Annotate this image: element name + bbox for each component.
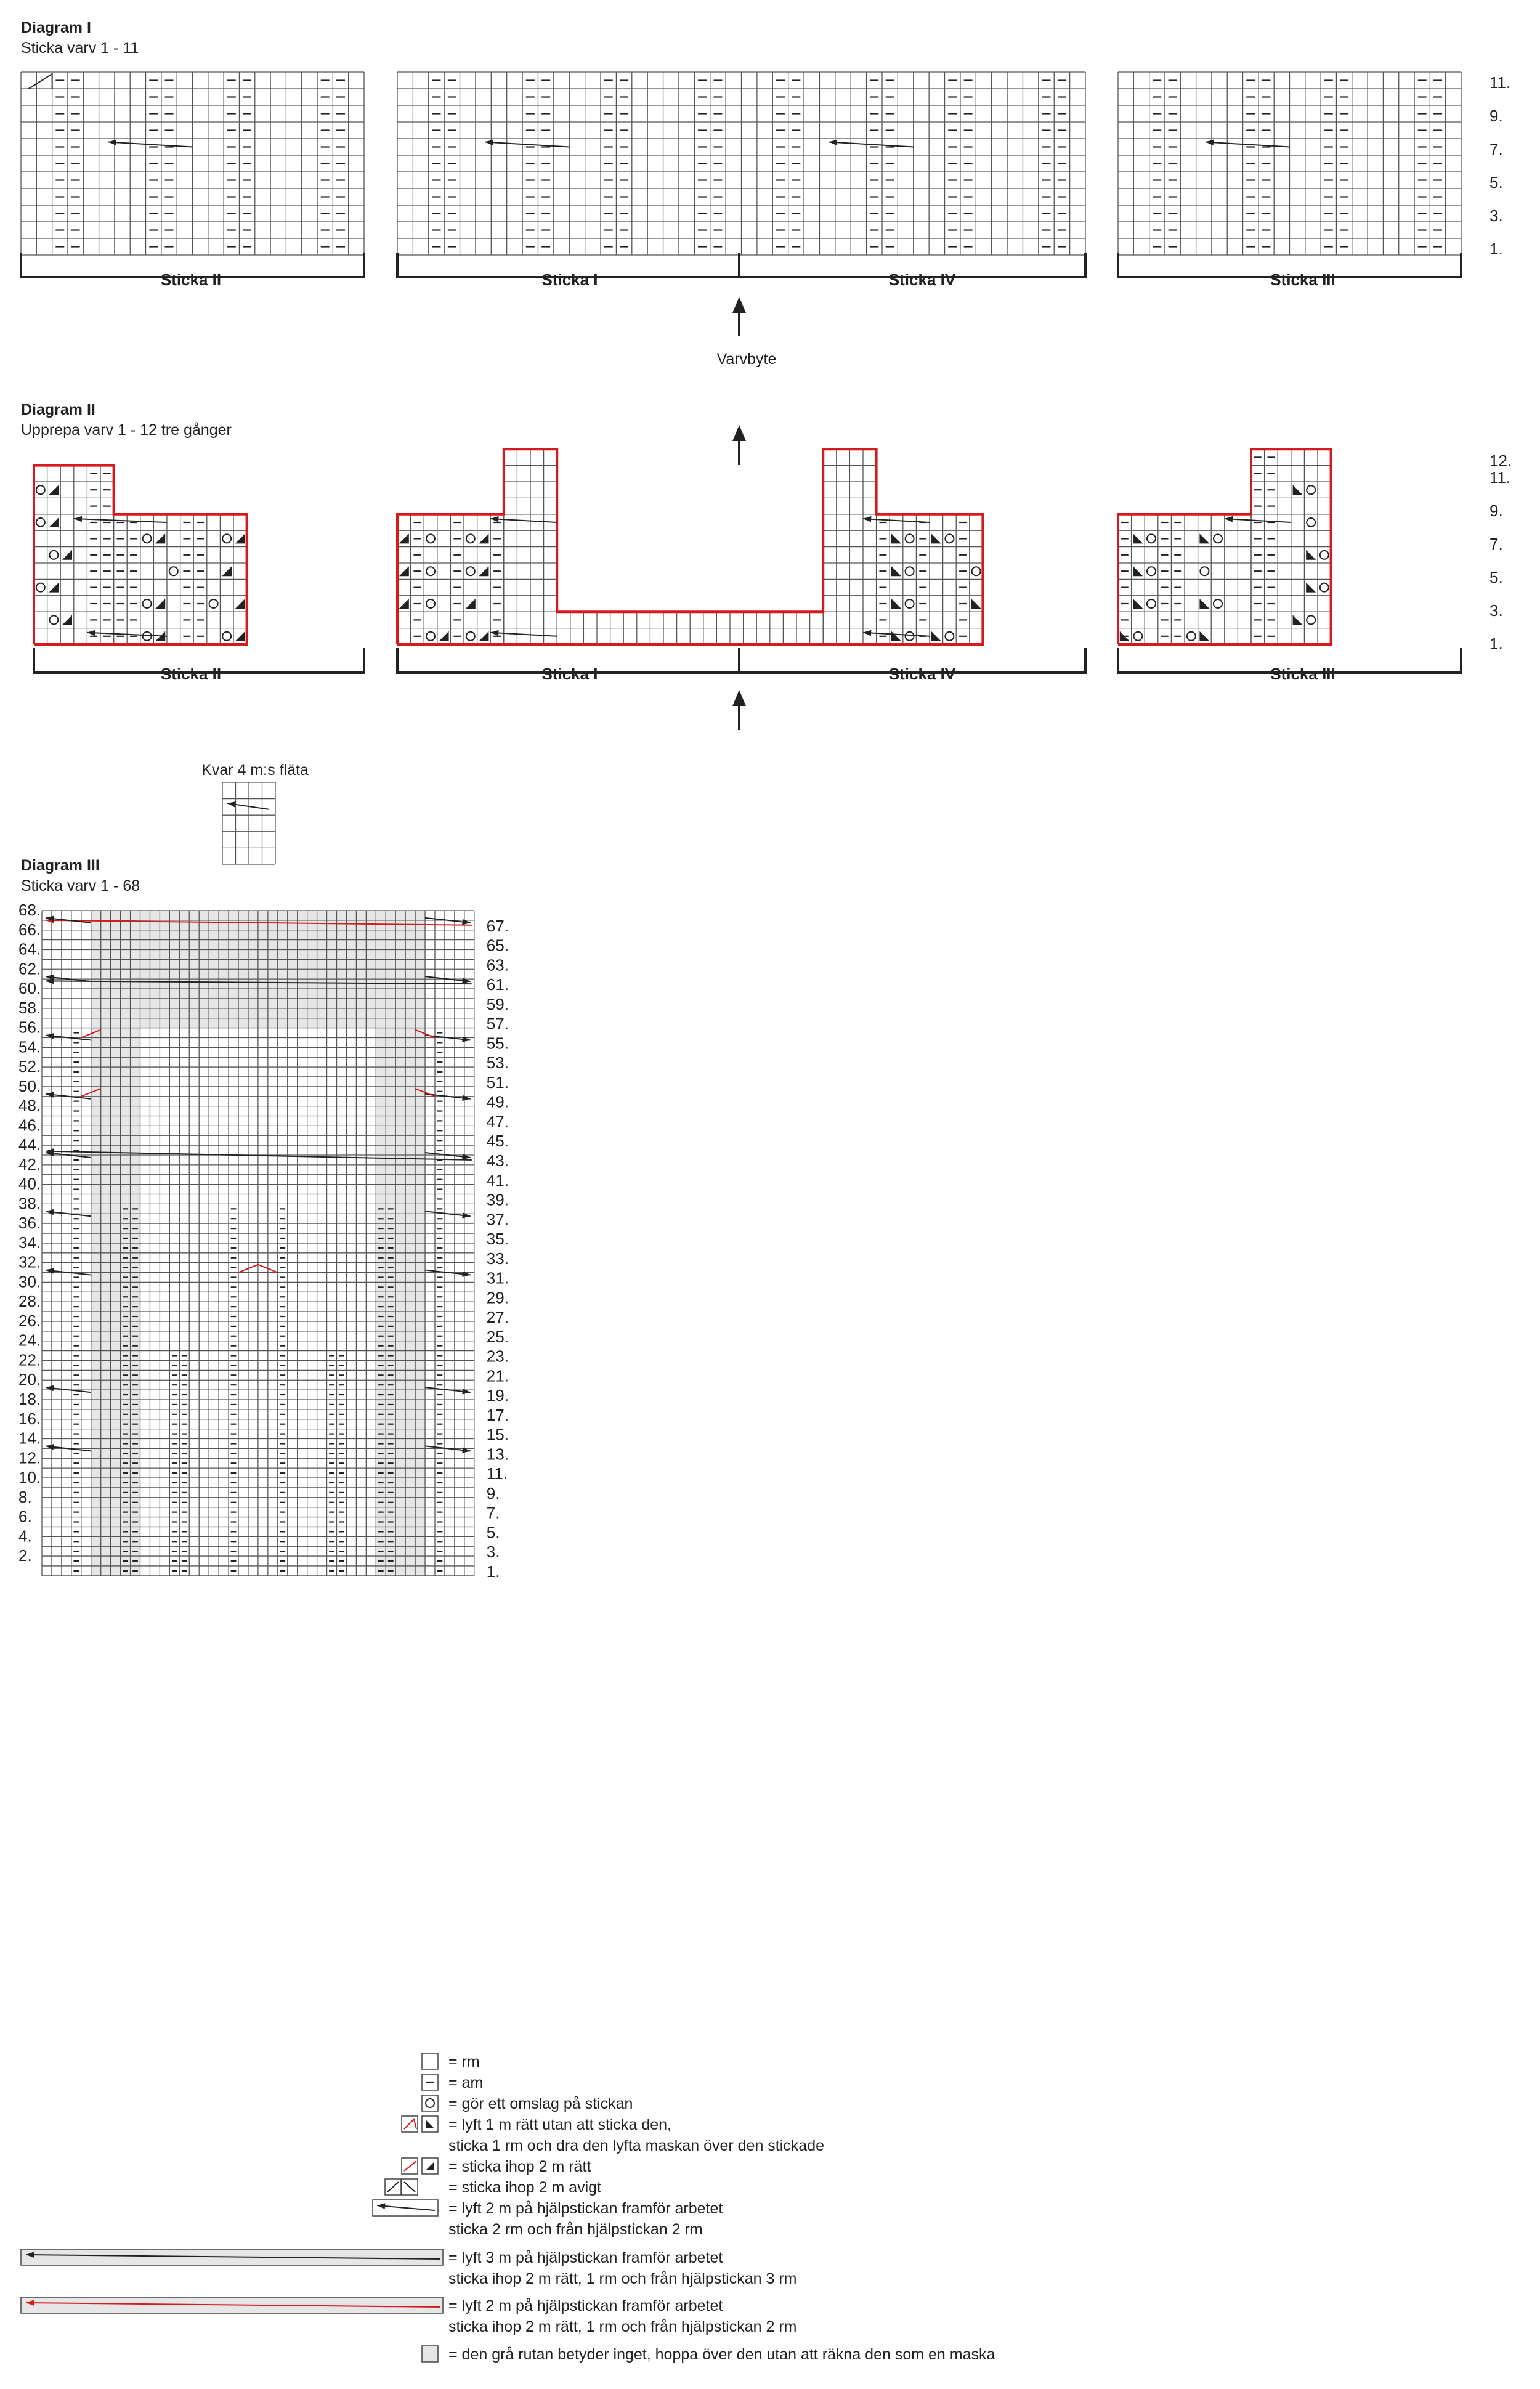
k2tog-mark xyxy=(235,533,245,543)
arrow-head xyxy=(87,630,95,636)
yarn-over-mark xyxy=(906,599,914,608)
arrow-head xyxy=(462,1389,471,1395)
yarn-over-mark xyxy=(1214,599,1222,608)
legend-text: = am xyxy=(448,2074,484,2091)
diagram2-subtitle: Upprepa varv 1 - 12 tre gånger xyxy=(21,421,232,439)
diagram3-left-row-label: 58. xyxy=(18,998,41,1017)
arrow-head xyxy=(829,139,837,145)
grid-lines xyxy=(1118,514,1251,644)
arrow-head xyxy=(462,1271,471,1277)
diagram3-left-row-label: 64. xyxy=(18,939,41,959)
diagram3-right-row-label: 5. xyxy=(486,1523,500,1542)
yarn-over-mark xyxy=(1133,632,1142,641)
arrow-head xyxy=(490,516,498,522)
diagram3-left-row-label: 48. xyxy=(18,1096,41,1115)
arrow-head xyxy=(485,139,493,145)
diagram3-left-row-label: 36. xyxy=(18,1214,41,1233)
skpo-mark xyxy=(891,566,901,576)
diagram1-section-sticka-iv: Sticka IV xyxy=(888,270,956,289)
diagram3-right-row-label: 23. xyxy=(486,1347,509,1366)
diagram2-section-sticka-iv: Sticka IV xyxy=(888,665,956,683)
diagram2-block xyxy=(877,514,983,644)
diagram3-right-row-label: 21. xyxy=(486,1366,509,1385)
yarn-over-mark xyxy=(906,632,914,641)
diagram3-left-row-label: 20. xyxy=(18,1370,41,1389)
diagram3-right-row-label: 35. xyxy=(486,1230,509,1249)
yarn-over-mark xyxy=(426,599,435,608)
diagram3-left-row-label: 22. xyxy=(18,1350,41,1369)
k2tog-mark xyxy=(399,533,409,543)
arrow-head xyxy=(46,1033,54,1039)
k2tog-mark xyxy=(399,599,409,609)
diagram3-left-row-label: 14. xyxy=(18,1429,41,1448)
diagram3-left-row-label: 34. xyxy=(18,1233,41,1252)
grid-lines xyxy=(823,449,876,644)
diagram1-cable-arrow xyxy=(829,142,914,147)
diagram2-row-label: 11. xyxy=(1489,468,1511,487)
section-bracket xyxy=(397,648,1085,673)
diagram3-subtitle: Sticka varv 1 - 68 xyxy=(21,877,140,894)
arrow-head xyxy=(462,1447,471,1453)
diagram3-right-row-label: 63. xyxy=(486,955,509,975)
diagram2-cable-arrow xyxy=(863,633,930,636)
diagram3-right-row-label: 19. xyxy=(486,1386,509,1405)
skpo-mark xyxy=(891,631,901,641)
k2tog-mark xyxy=(479,533,488,543)
diagram3-left-row-label: 4. xyxy=(18,1527,32,1546)
diagram2-title: Diagram II xyxy=(21,401,95,418)
diagram3-right-row-label: 1. xyxy=(486,1562,500,1581)
diagram2-block xyxy=(823,449,876,644)
skpo-mark xyxy=(1306,583,1316,593)
yarn-over-mark xyxy=(906,534,914,543)
diagram3-left-row-label: 54. xyxy=(18,1037,41,1057)
k2tog-mark xyxy=(235,599,245,609)
diagram3-right-row-label: 29. xyxy=(486,1288,509,1307)
diagram1-row-label: 3. xyxy=(1489,206,1503,225)
grid-lines xyxy=(397,514,504,644)
arrow-head xyxy=(46,1268,54,1274)
grid-lines xyxy=(1251,449,1331,644)
yarn-over-mark xyxy=(222,632,231,641)
diagram3-left-row-label: 10. xyxy=(18,1468,41,1487)
yarn-over-mark xyxy=(1307,615,1315,624)
diagram1-title: Diagram I xyxy=(21,19,91,36)
k2tog-mark xyxy=(155,599,165,609)
diagram1-row-label: 9. xyxy=(1489,107,1503,125)
arrow-head xyxy=(46,1444,54,1450)
skpo-mark xyxy=(1133,533,1143,543)
diagram3-right-row-label: 45. xyxy=(486,1132,509,1151)
yarn-over-mark xyxy=(169,567,178,575)
yarn-over-mark xyxy=(466,534,475,543)
diagram1-subtitle: Sticka varv 1 - 11 xyxy=(21,39,139,57)
grid-lines xyxy=(222,782,275,864)
diagram3-left-row-label: 8. xyxy=(18,1487,32,1506)
grid-lines xyxy=(877,514,983,644)
legend-text: = gör ett omslag på stickan xyxy=(448,2095,633,2112)
diagram2-block xyxy=(1251,449,1331,644)
diagram3-right-row-label: 57. xyxy=(486,1014,509,1033)
grid-lines xyxy=(397,72,1085,255)
skpo-mark xyxy=(1306,550,1316,560)
diagram2-chart xyxy=(34,425,1461,730)
diagram2-cable-arrow xyxy=(863,519,930,522)
diagram3-right-row-label: 59. xyxy=(486,994,509,1013)
yarn-over-mark xyxy=(1307,518,1315,527)
diagram3-left-row-label: 30. xyxy=(18,1272,41,1291)
diagram2-row-label: 1. xyxy=(1489,635,1503,653)
diagram3-right-row-label: 53. xyxy=(486,1053,509,1073)
yarn-over-mark xyxy=(426,534,435,543)
legend-text: sticka 1 rm och dra den lyfta maskan över den stickade xyxy=(448,2137,825,2154)
arrow-head xyxy=(732,297,746,313)
yarn-over-mark xyxy=(1147,534,1156,543)
arrow-head xyxy=(462,919,471,925)
diagram3-left-row-label: 18. xyxy=(18,1390,41,1408)
yarn-over-mark xyxy=(426,567,435,575)
k2tog-mark xyxy=(439,631,449,641)
diagram3-right-row-label: 49. xyxy=(486,1092,509,1111)
yarn-over-mark xyxy=(222,534,231,543)
diagram1-cable-arrow xyxy=(108,142,193,147)
skpo-mark xyxy=(1199,533,1209,543)
diagram3-right-row-label: 39. xyxy=(486,1190,509,1209)
diagram1-grid-block xyxy=(397,72,1085,255)
k2tog-mark xyxy=(49,583,59,593)
diagram3-left-row-label: 24. xyxy=(18,1331,41,1350)
arrow-head xyxy=(732,690,746,706)
diagram3-left-row-label: 40. xyxy=(18,1174,41,1193)
diagram3-right-row-label: 43. xyxy=(486,1151,509,1170)
diagram2-row-label: 3. xyxy=(1489,601,1503,620)
diagram3-right-row-label: 13. xyxy=(486,1445,509,1464)
diagram2-block xyxy=(397,514,504,644)
yarn-over-mark xyxy=(36,485,45,494)
diagram3-left-row-label: 38. xyxy=(18,1194,41,1213)
arrow-head xyxy=(46,1385,54,1392)
yarn-over-mark xyxy=(1147,599,1156,608)
yarn-over-mark xyxy=(466,567,475,575)
diagram2-section-sticka-i: Sticka I xyxy=(541,665,598,683)
diagram1-row-label: 5. xyxy=(1489,173,1503,192)
diagram3-left-row-label: 46. xyxy=(18,1116,41,1135)
skpo-mark xyxy=(931,631,941,641)
arrow-head xyxy=(74,516,82,522)
k2tog-mark xyxy=(49,517,59,527)
diagram3-right-row-label: 37. xyxy=(486,1210,509,1229)
diagram1-cable-arrow xyxy=(1206,142,1290,147)
skpo-mark xyxy=(931,533,941,543)
section-bracket xyxy=(397,253,1085,277)
k2tog-mark xyxy=(466,599,476,609)
yarn-over-mark xyxy=(945,534,954,543)
arrow-head xyxy=(732,425,746,441)
diagram2-row-label: 7. xyxy=(1489,535,1503,553)
legend-gray-cell-symbol xyxy=(422,2346,438,2362)
arrow-head xyxy=(863,516,871,522)
skpo-mark xyxy=(891,599,901,609)
diagram3-left-row-label: 6. xyxy=(18,1507,32,1526)
diagram3-right-row-label: 33. xyxy=(486,1249,509,1268)
diagram3-left-row-label: 2. xyxy=(18,1546,32,1565)
yarn-over-mark xyxy=(1320,551,1329,559)
yarn-over-mark xyxy=(1147,567,1156,575)
k2tog-mark xyxy=(222,566,232,576)
diagram3-right-row-label: 15. xyxy=(486,1425,509,1444)
diagram1-row-label: 7. xyxy=(1489,140,1503,158)
diagram2-block xyxy=(504,449,557,644)
legend-text: sticka ihop 2 m rätt, 1 rm och från hjälpstickan 3 rm xyxy=(448,2270,797,2287)
yarn-over-mark xyxy=(1214,534,1222,543)
diagram3-left-row-label: 32. xyxy=(18,1252,41,1272)
grid-lines xyxy=(504,449,557,644)
k2tog-mark xyxy=(62,550,72,560)
diagram3-left-row-label: 16. xyxy=(18,1409,41,1428)
diagram3-left-row-label: 68. xyxy=(18,901,41,919)
diagram3-chart xyxy=(42,911,474,1576)
yarn-over-mark xyxy=(49,551,58,559)
arrow-head xyxy=(227,801,236,807)
arrow-head xyxy=(462,978,471,984)
legend-text: = lyft 3 m på hjälpstickan framför arbetet xyxy=(448,2249,723,2266)
k2tog-mark xyxy=(49,485,59,495)
diagram3-left-row-label: 52. xyxy=(18,1057,41,1076)
yarn-over-mark xyxy=(143,534,152,543)
k2tog-mark xyxy=(399,566,409,576)
diagram2-row-label: 12. xyxy=(1489,452,1512,470)
diagram2-block xyxy=(34,466,114,644)
arrow-head xyxy=(46,1209,54,1215)
diagram1-section-sticka-i: Sticka I xyxy=(541,270,598,289)
yarn-over-mark xyxy=(1307,485,1315,494)
diagram1-section-sticka-ii: Sticka II xyxy=(160,270,222,289)
arrow-head xyxy=(108,139,116,145)
decrease-mark xyxy=(29,74,52,89)
arrow-head xyxy=(462,1154,471,1160)
diagram3-right-row-label: 47. xyxy=(486,1112,509,1131)
skpo-mark xyxy=(1293,485,1303,495)
diagram1-chart xyxy=(21,72,1461,336)
yarn-over-mark xyxy=(945,632,954,641)
diagram2-row-label: 5. xyxy=(1489,568,1503,586)
legend xyxy=(21,2053,995,2363)
arrow-head xyxy=(490,630,498,636)
diagram2-section-sticka-iii: Sticka III xyxy=(1270,665,1335,683)
cable-box-grid xyxy=(222,782,275,864)
diagram2-row-label: 9. xyxy=(1489,501,1503,520)
yarn-over-mark xyxy=(1200,567,1209,575)
legend-text: sticka ihop 2 m rätt, 1 rm och från hjälpstickan 2 rm xyxy=(448,2318,797,2335)
diagram2-block xyxy=(114,514,247,644)
legend-text: = rm xyxy=(448,2053,480,2071)
diagram3-right-row-label: 27. xyxy=(486,1308,509,1327)
diagram1-row-label: 1. xyxy=(1489,240,1503,258)
k2tog-mark xyxy=(479,631,488,641)
yarn-over-mark xyxy=(466,632,475,641)
skpo-mark xyxy=(971,599,981,609)
yarn-over-mark xyxy=(143,599,152,608)
yarn-over-mark xyxy=(209,599,218,608)
diagram1-grid-block xyxy=(1118,72,1461,255)
arrow-head xyxy=(462,1095,471,1101)
diagram3-right-row-label: 11. xyxy=(486,1464,508,1483)
diagram3-left-row-label: 62. xyxy=(18,959,41,978)
legend-text: = sticka ihop 2 m rätt xyxy=(448,2158,591,2175)
skpo-mark xyxy=(1199,631,1209,641)
grid-lines xyxy=(34,466,114,644)
diagram3-right-row-label: 65. xyxy=(486,936,509,955)
arrow-head xyxy=(1225,516,1233,522)
diagram3-right-row-label: 25. xyxy=(486,1327,509,1346)
legend-text: = lyft 1 m rätt utan att sticka den, xyxy=(448,2116,671,2133)
yarn-over-mark xyxy=(36,518,45,527)
arrow-head xyxy=(46,1092,54,1098)
legend-yarn-over-symbol xyxy=(422,2095,438,2111)
k2tog-mark xyxy=(62,615,72,625)
diagram3-right-row-label: 3. xyxy=(486,1543,500,1562)
legend-text: = sticka ihop 2 m avigt xyxy=(448,2179,602,2196)
yarn-over-mark xyxy=(426,632,435,641)
yarn-over-mark xyxy=(906,567,914,575)
arrow-head xyxy=(462,1036,471,1042)
diagram1-grid-block xyxy=(21,72,364,255)
k2tog-mark xyxy=(235,631,245,641)
diagram1-row-label: 11. xyxy=(1489,73,1511,92)
legend-knit-symbol xyxy=(422,2053,438,2069)
cable-box-label: Kvar 4 m:s fläta xyxy=(201,761,309,779)
diagram3-left-row-label: 66. xyxy=(18,920,41,939)
diagram3-right-row-label: 55. xyxy=(486,1034,509,1053)
legend-text: = lyft 2 m på hjälpstickan framför arbetet xyxy=(448,2200,723,2217)
arrow-head xyxy=(863,630,871,636)
diagram3-left-row-label: 50. xyxy=(18,1076,41,1095)
yarn-over-mark xyxy=(36,583,45,592)
diagram3-right-row-label: 17. xyxy=(486,1405,509,1424)
diagram3-right-row-label: 67. xyxy=(486,916,509,935)
varvbyte-label: Varvbyte xyxy=(716,351,777,368)
legend-text: sticka 2 rm och från hjälpstickan 2 rm xyxy=(448,2221,703,2238)
k2tog-mark xyxy=(155,533,165,543)
yarn-over-mark xyxy=(143,632,152,641)
diagram3-right-row-label: 9. xyxy=(486,1483,500,1503)
diagram3-left-row-label: 26. xyxy=(18,1311,41,1330)
diagram2-block xyxy=(1118,514,1251,644)
yarn-over-mark xyxy=(1320,583,1329,592)
diagram3-title: Diagram III xyxy=(21,857,100,874)
skpo-mark xyxy=(1293,615,1303,625)
skpo-mark xyxy=(1133,599,1143,609)
diagram3-right-row-label: 31. xyxy=(486,1268,509,1288)
diagram2-section-sticka-ii: Sticka II xyxy=(160,665,222,683)
legend-text: = lyft 2 m på hjälpstickan framför arbetet xyxy=(448,2297,723,2314)
diagram3-left-row-label: 60. xyxy=(18,979,41,998)
diagram3-right-row-label: 41. xyxy=(486,1170,509,1190)
diagram2-block xyxy=(557,612,823,644)
diagram3-left-row-label: 12. xyxy=(18,1448,41,1467)
yarn-over-mark xyxy=(1187,632,1196,641)
diagram1-section-sticka-iii: Sticka III xyxy=(1270,270,1335,289)
grid-lines xyxy=(557,612,823,644)
skpo-mark xyxy=(1199,599,1209,609)
diagram3-left-row-label: 56. xyxy=(18,1018,41,1037)
cable-box-cells xyxy=(222,782,275,864)
legend-text: = den grå rutan betyder inget, hoppa över den utan att räkna den som en maska xyxy=(448,2346,995,2363)
diagram3-right-row-label: 51. xyxy=(486,1073,509,1092)
skpo-mark xyxy=(891,533,901,543)
yarn-over-mark xyxy=(972,567,981,575)
diagram3-right-row-label: 61. xyxy=(486,975,509,994)
arrow-head xyxy=(462,1212,471,1219)
yarn-over-mark xyxy=(49,615,58,624)
k2tog-mark xyxy=(479,566,488,576)
diagram3-right-row-label: 7. xyxy=(486,1503,500,1522)
diagram3-left-row-label: 42. xyxy=(18,1154,41,1174)
diagram3-left-row-label: 44. xyxy=(18,1135,41,1154)
diagram3-left-row-label: 28. xyxy=(18,1292,41,1311)
skpo-mark xyxy=(1133,566,1143,576)
diagram1-cable-arrow xyxy=(485,142,569,147)
arrow-head xyxy=(1206,139,1214,145)
